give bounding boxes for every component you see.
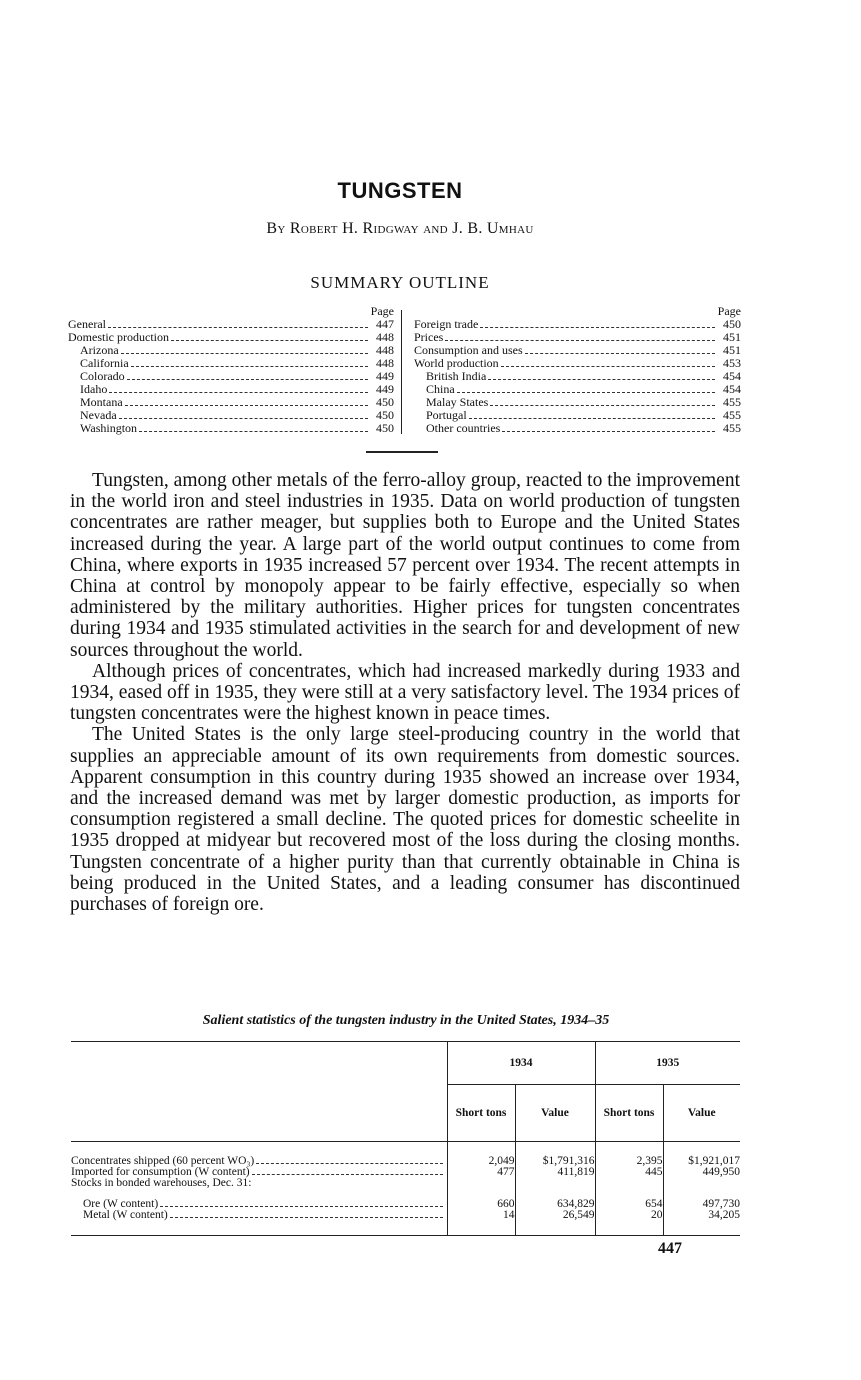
outline-item: Idaho 449 — [80, 382, 394, 396]
table-row — [71, 1210, 740, 1236]
outline-item: China 454 — [426, 382, 741, 396]
outline-divider — [401, 310, 402, 434]
outline-item: Portugal 455 — [426, 408, 741, 422]
table-row — [71, 1142, 740, 1168]
summary-outline-heading: SUMMARY OUTLINE — [310, 273, 490, 292]
outline-item: Domestic production 448 — [68, 330, 394, 344]
outline-item: Malay States 455 — [426, 395, 741, 409]
row-label: Stocks in bonded warehouses, Dec. 31: — [71, 1177, 252, 1189]
outline-item: Montana 450 — [80, 395, 394, 409]
row-label: Ore (W content) — [83, 1198, 159, 1210]
section-rule — [366, 451, 438, 453]
outline-page-label: Page — [717, 304, 741, 318]
outline-item: Foreign trade 450 — [414, 317, 741, 331]
table-cell: 411,819 — [515, 1167, 595, 1178]
table-cell: 634,829 — [515, 1189, 595, 1210]
authors-byline: By Robert H. Ridgway and J. B. Umhau — [266, 220, 534, 237]
table-cell: $1,921,017 — [663, 1142, 740, 1168]
row-label: Imported for consumption (W content) — [71, 1166, 250, 1178]
page-number: 447 — [658, 1240, 682, 1257]
paragraph: Although prices of concentrates, which had increased markedly during 1933 and 1934, eased off in 1935, they were still at a very satisfactory level. The 1934 prices of tungsten concentrates were the highest known in peace times. — [70, 660, 740, 725]
table-cell: 477 — [447, 1167, 515, 1178]
row-label: Metal (W content) — [83, 1209, 168, 1221]
outline-item: General 447 — [68, 317, 394, 331]
outline-page-label: Page — [370, 304, 394, 318]
outline-item: World production 453 — [414, 356, 741, 370]
outline-item: California 448 — [80, 356, 394, 370]
outline-item: Colorado 449 — [80, 369, 394, 383]
table-cell: 497,730 — [663, 1189, 740, 1210]
table-cell: 20 — [595, 1210, 663, 1236]
year-header: 1935 — [595, 1042, 740, 1085]
table-cell: 660 — [447, 1189, 515, 1210]
body-text — [70, 470, 740, 915]
column-header: Value — [515, 1085, 595, 1142]
table-cell: 449,950 — [663, 1167, 740, 1178]
table-caption: Salient statistics of the tungsten industry in the United States, 1934–35 — [202, 1013, 610, 1028]
outline-item: Other countries 455 — [426, 421, 741, 435]
table-cell: 2,395 — [595, 1142, 663, 1168]
column-header: Short tons — [447, 1085, 515, 1142]
year-header: 1934 — [447, 1042, 595, 1085]
outline-item: Arizona 448 — [80, 343, 394, 357]
table-cell: 26,549 — [515, 1210, 595, 1236]
paragraph: Tungsten, among other metals of the ferro-alloy group, reacted to the improvement in the world iron and steel industries in 1935. Data on world production of tungsten concentrates are rather meager, but supplies both to Europe and the United States increased during the year. A large part of the world output continues to come from China, where exports in 1935 increased 57 percent over 1934. The recent attempts in China at control by monopoly appear to be fairly effective, especially so when administered by the military authorities. Higher prices for tungsten concentrates during 1934 and 1935 stimulated activities in the search for and development of new sources throughout the world. — [70, 470, 740, 661]
outline-item: British India 454 — [426, 369, 741, 383]
outline-left-column — [68, 305, 394, 435]
table-row — [71, 1178, 740, 1189]
outline-right-column — [414, 305, 741, 435]
outline-item: Washington 450 — [80, 421, 394, 435]
table-cell: 14 — [447, 1210, 515, 1236]
salient-statistics-table — [71, 1041, 740, 1236]
stub-header — [71, 1042, 447, 1142]
row-label: Concentrates shipped (60 percent WO₃) — [71, 1155, 255, 1167]
table-cell: 2,049 — [447, 1142, 515, 1168]
table-cell: 654 — [595, 1189, 663, 1210]
outline-item: Prices 451 — [414, 330, 741, 344]
table-row — [71, 1189, 740, 1210]
page-title: TUNGSTEN — [337, 178, 463, 203]
outline-item: Nevada 450 — [80, 408, 394, 422]
outline-item: Consumption and uses 451 — [414, 343, 741, 357]
column-header: Short tons — [595, 1085, 663, 1142]
table-cell: 445 — [595, 1167, 663, 1178]
table-cell: 34,205 — [663, 1210, 740, 1236]
column-header: Value — [663, 1085, 740, 1142]
table-cell: $1,791,316 — [515, 1142, 595, 1168]
paragraph: The United States is the only large steel-producing country in the world that supplies an appreciable amount of its own requirements from domestic sources. Apparent consumption in this country during 1935 showed an increase over 1934, and the increased demand was met by larger domestic production, as imports for consumption registered a small decline. The quoted prices for domestic scheelite in 1935 dropped at midyear but recovered most of the loss during the closing months. Tungsten concentrate of a higher purity than that currently obtainable in China is being produced in the United States, and a leading consumer has discontinued purchases of foreign ore. — [70, 724, 740, 916]
